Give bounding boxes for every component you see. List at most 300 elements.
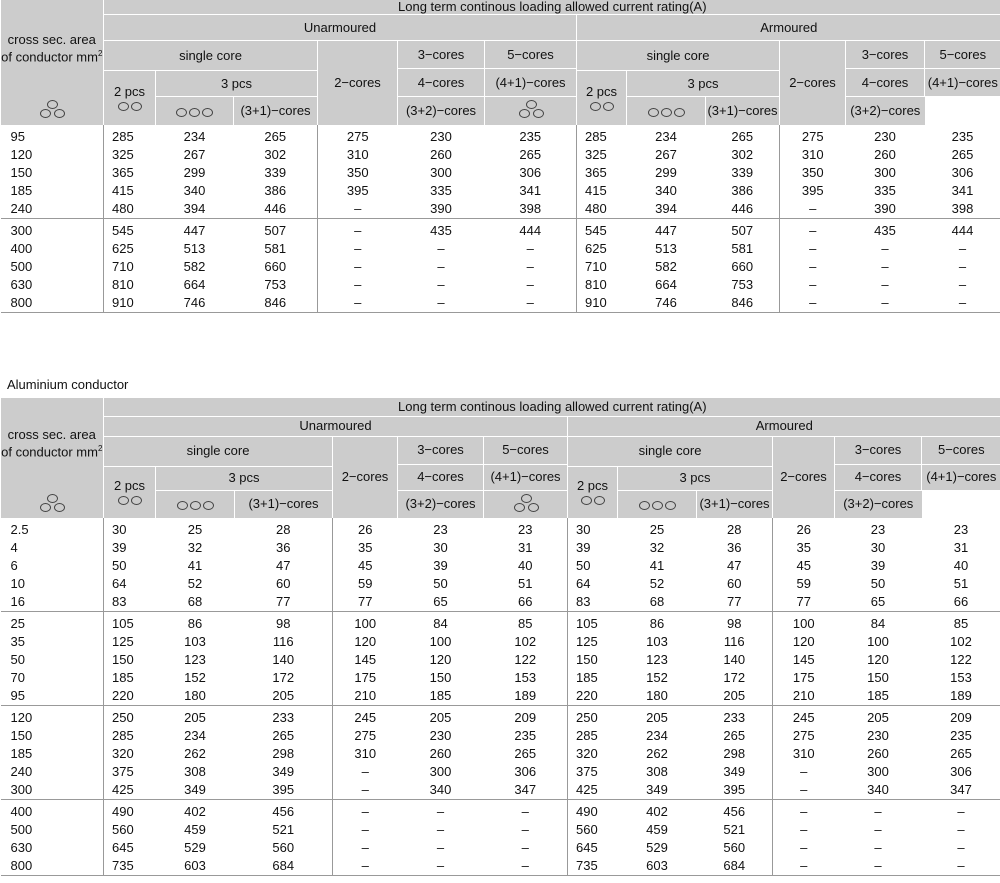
rating-cell: 275: [780, 125, 846, 146]
four-cores-header: 4−cores: [835, 464, 922, 490]
rating-cell: 402: [184, 804, 206, 819]
rating-cell: 30: [433, 540, 448, 555]
flat-three-circles-icon: [156, 490, 235, 518]
table-row: [1, 182, 1000, 200]
rating-cell: 65: [835, 593, 922, 612]
rating-cell: 582: [655, 258, 677, 274]
rating-cell: 285: [568, 727, 618, 745]
rating-cell: 395: [318, 182, 398, 200]
flat-three-circles-icon: [627, 97, 706, 125]
rating-cell: 394: [156, 200, 234, 219]
rating-cell: –: [333, 763, 398, 781]
armoured-header: Armoured: [568, 416, 1000, 436]
two-cores-header: 2−cores: [773, 436, 835, 518]
rating-cell: 150: [568, 651, 618, 669]
rating-cell: 86: [187, 616, 203, 631]
rating-cell: 68: [618, 593, 697, 612]
rating-cell: –: [333, 800, 398, 822]
rating-cell: 41: [187, 558, 203, 573]
rating-cell: –: [318, 200, 398, 219]
rating-cell: 341: [951, 182, 974, 198]
rating-cell: 265: [951, 146, 974, 162]
table-row: [1, 593, 1000, 612]
rating-cell: 513: [183, 240, 206, 256]
rating-cell: 746: [627, 294, 706, 313]
rating-cell: 77: [333, 593, 398, 612]
rating-cell: –: [398, 857, 484, 876]
single-core-header: single core: [577, 41, 780, 71]
rating-cell: 100: [867, 634, 889, 649]
cross-section-cell: 6: [10, 558, 18, 573]
cross-section-cell: 10: [10, 576, 25, 591]
rating-cell: 310: [318, 146, 398, 164]
rating-cell: 347: [484, 781, 568, 800]
rating-cell: 98: [727, 616, 742, 631]
rating-cell: 153: [514, 670, 537, 685]
rating-cell: 490: [104, 800, 156, 822]
rating-cell: 116: [723, 634, 745, 649]
copper-rating-table: [0, 0, 1000, 313]
rating-cell: –: [773, 821, 835, 839]
cross-section-cell: 630: [10, 840, 33, 855]
rating-cell: –: [484, 857, 568, 876]
cross-section-cell: 630: [10, 276, 33, 292]
rating-cell: 209: [950, 710, 972, 725]
cross-section-cell: 300: [1, 781, 104, 800]
rating-cell: 210: [333, 687, 398, 706]
two-pcs-header: 2 pcs: [104, 466, 156, 518]
table-row: [1, 125, 1000, 146]
rating-cell: 185: [104, 669, 156, 687]
rating-cell: –: [958, 240, 967, 256]
rating-cell: –: [874, 822, 882, 837]
table-row: [1, 745, 1000, 763]
table-row: [1, 651, 1000, 669]
rating-cell: 39: [433, 558, 448, 573]
rating-cell: 560: [104, 821, 156, 839]
rating-cell: –: [958, 276, 967, 292]
rating-cell: 350: [780, 164, 846, 182]
rating-cell: 28: [727, 522, 742, 537]
rating-cell: 325: [577, 146, 627, 164]
rating-cell: –: [436, 822, 445, 837]
three-plus-two-header: (3+2)−cores: [846, 97, 925, 125]
rating-cell: 25: [187, 522, 203, 537]
rating-cell: 447: [183, 222, 206, 238]
table-row: [1, 276, 1000, 294]
rating-cell: 235: [519, 128, 542, 144]
rating-cell: –: [526, 276, 534, 292]
rating-cell: 285: [104, 727, 156, 745]
rating-cell: 260: [430, 146, 452, 162]
rating-cell: 23: [870, 522, 886, 537]
rating-cell: 684: [235, 857, 333, 876]
rating-cell: 265: [519, 146, 542, 162]
rating-cell: 753: [731, 276, 754, 292]
unarmoured-header: Unarmoured: [104, 416, 568, 436]
rating-cell: 582: [183, 258, 206, 274]
rating-cell: 846: [706, 294, 780, 313]
rating-cell: 456: [272, 804, 295, 819]
rating-cell: 325: [104, 146, 156, 164]
rating-cell: 298: [272, 746, 295, 761]
rating-cell: 26: [773, 518, 835, 539]
rating-cell: –: [333, 781, 398, 800]
rating-cell: 265: [272, 728, 295, 743]
rating-cell: –: [437, 258, 445, 274]
four-cores-header: 4−cores: [846, 69, 925, 97]
five-cores-header: 5−cores: [484, 436, 568, 464]
rating-cell: 68: [156, 593, 235, 612]
rating-cell: 425: [568, 781, 618, 800]
rating-cell: 28: [276, 522, 291, 537]
rating-cell: 339: [264, 164, 287, 180]
rating-cell: 340: [398, 781, 484, 800]
rating-cell: 275: [318, 125, 398, 146]
rating-cell: 513: [655, 240, 677, 256]
rating-cell: –: [780, 200, 846, 219]
rating-cell: 480: [577, 200, 627, 219]
rating-cell: 105: [104, 612, 156, 634]
rating-cell: 386: [264, 182, 287, 198]
rating-cell: 275: [773, 727, 835, 745]
table-row: [1, 839, 1000, 857]
rating-cell: –: [773, 857, 835, 876]
four-plus-one-header: (4+1)−cores: [484, 464, 568, 490]
rating-cell: 85: [518, 616, 533, 631]
rating-cell: –: [780, 294, 846, 313]
rating-cell: 84: [870, 616, 886, 631]
rating-cell: –: [922, 857, 1000, 876]
table-row: [1, 539, 1000, 557]
rating-cell: 234: [184, 728, 206, 743]
rating-cell: 210: [773, 687, 835, 706]
rating-cell: 560: [723, 840, 746, 855]
rating-cell: –: [957, 840, 965, 855]
rating-cell: 153: [950, 670, 972, 685]
trefoil-circles-icon: [485, 97, 577, 125]
rating-cell: –: [318, 258, 398, 276]
three-plus-one-header: (3+1)−cores: [697, 490, 773, 518]
rating-cell: 65: [398, 593, 484, 612]
rating-cell: –: [881, 276, 889, 292]
cross-section-cell: 50: [10, 652, 25, 667]
rating-cell: 459: [646, 822, 668, 837]
rating-cell: 645: [568, 839, 618, 857]
rating-cell: 235: [951, 128, 974, 144]
rating-cell: –: [526, 258, 534, 274]
rating-cell: 145: [333, 651, 398, 669]
rating-cell: –: [881, 240, 889, 256]
rating-cell: 395: [697, 781, 773, 800]
rating-cell: 205: [867, 710, 889, 725]
rating-cell: 529: [646, 840, 668, 855]
rating-cell: 234: [183, 128, 206, 144]
rating-cell: 275: [333, 727, 398, 745]
rating-cell: –: [773, 781, 835, 800]
cross-section-header: cross sec. area of conductor $mm^2$: [1, 0, 104, 97]
rating-cell: 35: [773, 539, 835, 557]
rating-cell: –: [318, 240, 398, 258]
rating-cell: 175: [333, 669, 398, 687]
rating-cell: 335: [430, 182, 452, 198]
rating-cell: 32: [649, 540, 665, 555]
rating-cell: 120: [333, 633, 398, 651]
rating-cell: 77: [773, 593, 835, 612]
rating-cell: 456: [723, 804, 746, 819]
three-plus-one-header: (3+1)−cores: [234, 97, 318, 125]
cross-section-cell: 95: [1, 687, 104, 706]
rating-cell: 298: [723, 746, 746, 761]
table-row: [1, 218, 1000, 240]
rating-cell: 581: [731, 240, 754, 256]
rating-cell: 375: [104, 763, 156, 781]
cross-section-cell: 25: [10, 616, 25, 631]
rating-cell: 300: [430, 164, 452, 180]
cross-section-cell: 500: [10, 822, 33, 837]
rating-cell: 100: [773, 612, 835, 634]
rating-cell: 32: [187, 540, 203, 555]
rating-cell: 245: [333, 706, 398, 728]
rating-cell: –: [874, 840, 882, 855]
cross-section-cell: 800: [1, 294, 104, 313]
table-row: [1, 706, 1000, 728]
cross-section-cell: 185: [10, 746, 33, 761]
rating-cell: 30: [104, 518, 156, 539]
rating-cell: –: [780, 240, 846, 258]
rating-cell: 398: [485, 200, 577, 219]
rating-cell: 415: [577, 182, 627, 200]
aluminium-rating-table: [0, 398, 1000, 876]
rating-cell: 444: [951, 222, 974, 238]
rating-cell: 310: [780, 146, 846, 164]
rating-cell: 560: [272, 840, 295, 855]
rating-cell: 425: [104, 781, 156, 800]
trefoil-circles-icon: [484, 490, 568, 518]
rating-cell: 59: [333, 575, 398, 593]
rating-cell: 120: [867, 652, 889, 667]
rating-cell: 103: [184, 634, 206, 649]
rating-cell: 220: [104, 687, 156, 706]
rating-cell: 39: [870, 558, 886, 573]
rating-cell: 45: [773, 557, 835, 575]
rating-cell: 365: [577, 164, 627, 182]
cross-section-cell: 240: [10, 764, 33, 779]
rating-cell: 310: [333, 745, 398, 763]
rating-cell: 435: [430, 222, 452, 238]
rating-cell: 910: [577, 294, 627, 313]
rating-cell: –: [436, 804, 445, 819]
table-row: [1, 200, 1000, 219]
rating-cell: 260: [867, 746, 889, 761]
cross-section-cell: 4: [10, 540, 18, 555]
rating-cell: 545: [104, 218, 156, 240]
rating-cell: 810: [577, 276, 627, 294]
rating-cell: –: [318, 218, 398, 240]
rating-cell: 230: [867, 728, 889, 743]
two-cores-header: 2−cores: [780, 41, 846, 125]
rating-cell: 660: [731, 258, 754, 274]
rating-cell: 480: [104, 200, 156, 219]
rating-cell: –: [485, 294, 577, 313]
rating-cell: –: [437, 240, 445, 256]
rating-cell: 180: [156, 687, 235, 706]
rating-cell: 120: [429, 652, 452, 667]
three-plus-one-header: (3+1)−cores: [706, 97, 780, 125]
rating-cell: 105: [568, 612, 618, 634]
rating-cell: 185: [568, 669, 618, 687]
rating-cell: 116: [272, 634, 294, 649]
rating-cell: 300: [429, 764, 452, 779]
rating-cell: –: [333, 839, 398, 857]
rating-cell: 125: [104, 633, 156, 651]
table-row: [1, 557, 1000, 575]
rating-cell: 300: [867, 764, 889, 779]
rating-cell: 340: [835, 781, 922, 800]
rating-cell: 245: [773, 706, 835, 728]
rating-cell: –: [318, 294, 398, 313]
table-row: [1, 146, 1000, 164]
table-row: [1, 857, 1000, 876]
rating-cell: 435: [874, 222, 896, 238]
rating-cell: 415: [104, 182, 156, 200]
rating-cell: 189: [484, 687, 568, 706]
table-row: [1, 687, 1000, 706]
table-row: [1, 800, 1000, 822]
rating-cell: 446: [234, 200, 318, 219]
two-cores-header: 2−cores: [333, 436, 398, 518]
rating-cell: 684: [697, 857, 773, 876]
rating-cell: 260: [874, 146, 896, 162]
rating-cell: 45: [333, 557, 398, 575]
rating-cell: –: [436, 840, 445, 855]
main-header: Long term continous loading allowed current rating(A): [104, 0, 1000, 15]
cross-section-cell: 240: [1, 200, 104, 219]
rating-cell: –: [521, 840, 529, 855]
rating-cell: 340: [655, 182, 677, 198]
table-row: [1, 294, 1000, 313]
five-cores-header: 5−cores: [485, 41, 577, 69]
rating-cell: 267: [655, 146, 677, 162]
rating-cell: 265: [723, 728, 746, 743]
table-row: [1, 633, 1000, 651]
rating-cell: 250: [568, 706, 618, 728]
five-cores-header: 5−cores: [922, 436, 1000, 464]
three-cores-header: 3−cores: [398, 41, 485, 69]
rating-cell: 64: [568, 575, 618, 593]
rating-cell: 746: [156, 294, 234, 313]
rating-cell: 320: [104, 745, 156, 763]
cross-section-cell: 35: [10, 634, 25, 649]
three-plus-two-header: (3+2)−cores: [835, 490, 922, 518]
rating-cell: 300: [874, 164, 896, 180]
rating-cell: 234: [655, 128, 677, 144]
five-cores-header: 5−cores: [925, 41, 1000, 69]
rating-cell: 152: [184, 670, 206, 685]
aluminium-caption: Aluminium conductor: [7, 377, 129, 392]
rating-cell: 507: [731, 222, 754, 238]
two-pcs-header: 2 pcs: [577, 71, 627, 125]
rating-cell: 507: [264, 222, 287, 238]
rating-cell: –: [398, 294, 485, 313]
main-header: Long term continous loading allowed current rating(A): [104, 398, 1000, 416]
rating-cell: 306: [950, 764, 972, 779]
rating-cell: 444: [519, 222, 542, 238]
three-pcs-header: 3 pcs: [156, 71, 318, 97]
rating-cell: 710: [104, 258, 156, 276]
rating-cell: 172: [272, 670, 295, 685]
rating-cell: 36: [276, 540, 291, 555]
cross-section-cell: 185: [10, 182, 33, 198]
three-plus-two-header: (3+2)−cores: [398, 490, 484, 518]
two-cores-header: 2−cores: [318, 41, 398, 125]
rating-cell: 31: [953, 540, 969, 555]
rating-cell: –: [437, 276, 445, 292]
rating-cell: 150: [429, 670, 452, 685]
rating-cell: –: [925, 294, 1000, 313]
rating-cell: 262: [184, 746, 206, 761]
rating-cell: 23: [518, 522, 533, 537]
four-plus-one-header: (4+1)−cores: [485, 69, 577, 97]
rating-cell: 102: [514, 634, 537, 649]
rating-cell: –: [773, 839, 835, 857]
rating-cell: 349: [618, 781, 697, 800]
rating-cell: 180: [618, 687, 697, 706]
rating-cell: 140: [723, 652, 746, 667]
two-pcs-header: 2 pcs: [104, 71, 156, 125]
rating-cell: 265: [514, 746, 537, 761]
rating-cell: 308: [646, 764, 668, 779]
three-pcs-header: 3 pcs: [627, 71, 780, 97]
copper-table-body: [1, 125, 1000, 313]
rating-cell: 205: [184, 710, 206, 725]
three-plus-one-header: (3+1)−cores: [235, 490, 333, 518]
armoured-header: Armoured: [577, 15, 1000, 41]
rating-cell: 84: [433, 616, 448, 631]
rating-cell: 60: [727, 576, 742, 591]
four-cores-header: 4−cores: [398, 464, 484, 490]
three-pcs-header: 3 pcs: [156, 466, 333, 490]
rating-cell: 230: [874, 128, 896, 144]
rating-cell: 664: [655, 276, 677, 292]
rating-cell: 347: [922, 781, 1000, 800]
rating-cell: 47: [727, 558, 742, 573]
table-row: [1, 518, 1000, 539]
rating-cell: –: [835, 857, 922, 876]
rating-cell: 47: [276, 558, 291, 573]
rating-cell: 30: [870, 540, 886, 555]
rating-cell: 395: [235, 781, 333, 800]
rating-cell: 185: [398, 687, 484, 706]
aluminium-table-body: [1, 518, 1000, 876]
rating-cell: 735: [104, 857, 156, 876]
rating-cell: –: [773, 763, 835, 781]
rating-cell: –: [881, 258, 889, 274]
rating-cell: 77: [235, 593, 333, 612]
rating-cell: –: [958, 258, 967, 274]
rating-cell: 52: [187, 576, 203, 591]
rating-cell: 205: [697, 687, 773, 706]
rating-cell: 83: [568, 593, 618, 612]
rating-cell: 265: [731, 128, 754, 144]
table-row: [1, 240, 1000, 258]
rating-cell: 50: [433, 576, 448, 591]
rating-cell: 50: [104, 557, 156, 575]
rating-cell: 320: [568, 745, 618, 763]
cross-section-cell: 120: [10, 146, 33, 162]
rating-cell: 26: [333, 518, 398, 539]
rating-cell: 235: [950, 728, 972, 743]
